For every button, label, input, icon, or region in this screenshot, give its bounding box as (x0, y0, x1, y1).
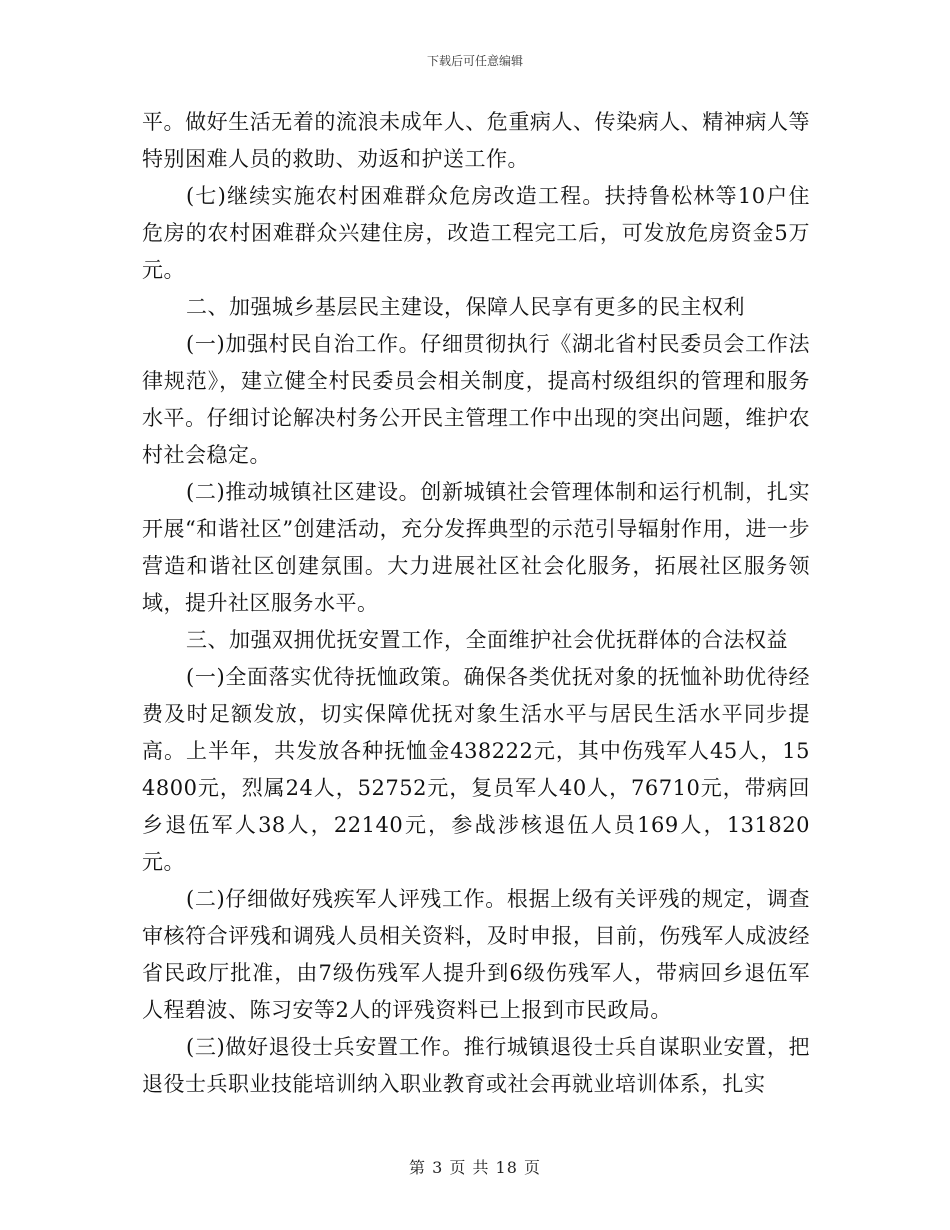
paragraph-4: (二)推动城镇社区建设。创新城镇社会管理体制和运行机制，扎实开展“和谐社区”创建活动，充分发挥典型的示范引导辐射作用，进一步营造和谐社区创建氛围。大力进展社区社会化服务，拓展社区服务领域，提升社区服务水平。 (142, 480, 810, 615)
paragraph-3: (一)加强村民自治工作。仔细贯彻执行《湖北省村民委员会工作法律规范》，建立健全村民委员会相关制度，提高村级组织的管理和服务水平。仔细讨论解决村务公开民主管理工作中出现的突出问题，维护农村社会稳定。 (142, 332, 810, 467)
section-heading-2: 二、加强城乡基层民主建设，保障人民享有更多的民主权利 (186, 295, 745, 319)
page-number: 第 3 页 共 18 页 (409, 1158, 541, 1177)
paragraph-1: 平。做好生活无着的流浪未成年人、危重病人、传染病人、精神病人等特别困难人员的救助、劝返和护送工作。 (142, 110, 810, 171)
paragraph-5: (一)全面落实优待抚恤政策。确保各类优抚对象的抚恤补助优待经费及时足额发放，切实保障优抚对象生活水平与居民生活水平同步提高。上半年，共发放各种抚恤金438222元，其中伤残军人45人，154800元，烈属24人，52752元，复员军人40人，76710元，带病回乡退伍军人38人，22140元，参战涉核退伍人员169人，131820元。 (142, 665, 810, 874)
paragraph-6: (二)仔细做好残疾军人评残工作。根据上级有关评残的规定，调查审核符合评残和调残人员相关资料，及时申报，目前，伤残军人成波经省民政厅批准，由7级伤残军人提升到6级伤残军人，带病回乡退伍军人程碧波、陈习安等2人的评残资料已上报到市民政局。 (142, 887, 810, 1022)
document-body (142, 104, 810, 1103)
paragraph-7: (三)做好退役士兵安置工作。推行城镇退役士兵自谋职业安置，把退役士兵职业技能培训纳入职业教育或社会再就业培训体系，扎实 (142, 1035, 810, 1096)
page-header: 下载后可任意编辑 (426, 54, 523, 68)
section-heading-3: 三、加强双拥优抚安置工作，全面维护社会优抚群体的合法权益 (186, 628, 788, 652)
paragraph-2: (七)继续实施农村困难群众危房改造工程。扶持鲁松林等10户住危房的农村困难群众兴建住房，改造工程完工后，可发放危房资金5万元。 (142, 184, 810, 282)
